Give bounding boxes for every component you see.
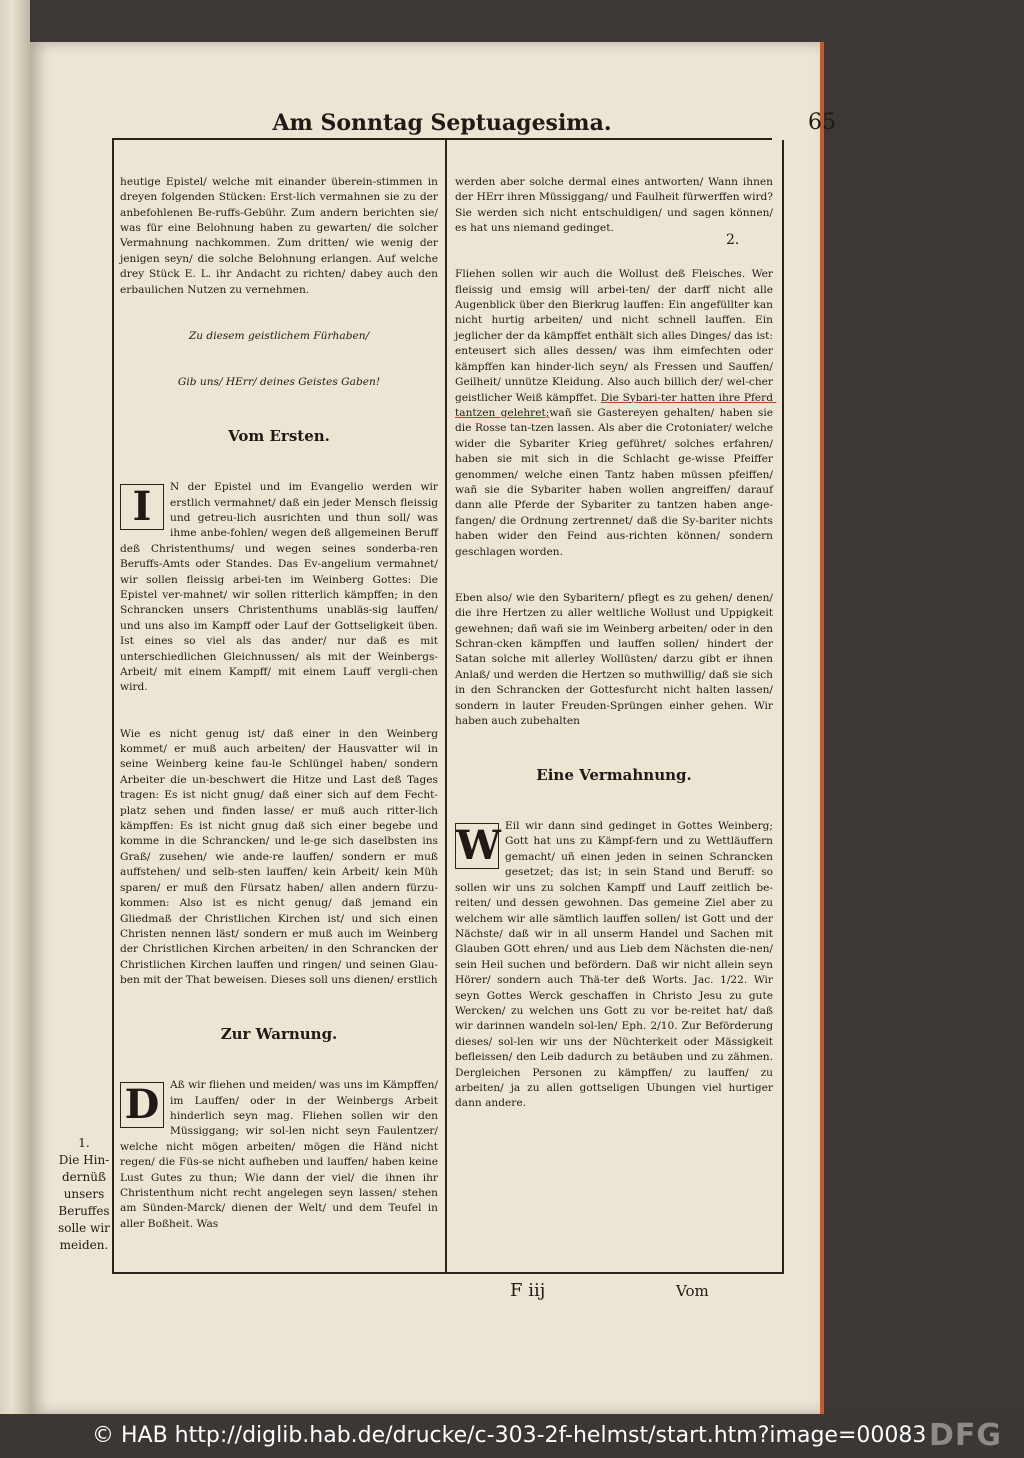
paragraph-text: N der Epistel und im Evangelio werden wir erstlich vermahnet/ daß ein jeder Mensch fleissig und getreu-lich ausrichten und thun soll/ was ihme anbe-fohlen/ wegen deß allgemeinen Beruff deß Christenthums/ und wegen seines sonderba-ren Beruffs-Amts oder Standes. Das Ev-angelium vermahnet/ wir sollen fleissig arbei-ten im Weinberg Gottes: Die Epistel ver-mahnet/ wir sollen ritterlich kämpffen; in den Schrancken unsers Christenthums unabläs-sig lauffen/ und uns also im Kampff oder Lauf der Gottseligkeit üben. Ist eines so viel als das ander/ nur daß es mit unterschiedlichen Gleichnussen/ als mit der Weinbergs-Arbeit/ mit einem Kampff/ mit einem Lauff vergli-chen wird. [120, 481, 442, 694]
drop-cap: I [120, 484, 164, 530]
section-heading: Eine Vermahnung. [536, 766, 692, 785]
dfg-logo: DFG [928, 1418, 1002, 1453]
footer-bar [0, 1414, 1024, 1458]
paragraph [455, 267, 777, 560]
drop-cap: W [456, 822, 501, 870]
paragraph [120, 1078, 442, 1232]
signature-mark: F iij [510, 1280, 546, 1301]
facing-page-edge [0, 0, 30, 1414]
paragraph [455, 819, 777, 1112]
running-title: Am Sonntag Septuagesima. [272, 110, 612, 136]
paragraph [120, 480, 442, 696]
underlined-passage: Die Sybari-ter hatten ihre Pferd tantzen gelehret; [455, 391, 777, 419]
margin-note: 1. Die Hin- dernüß unsers Beruffes solle wir meiden. [58, 1136, 110, 1252]
verse-line: Zu diesem geistlichem Fürhaben/ [188, 329, 370, 342]
paragraph-text: wañ sie Gastereyen gehalten/ haben sie die Rosse tan-tzen lassen. Als aber die Crotoniater/ welche wider die Sybariter Krieg geführet/ solches erfahren/ haben sie mit sich in die Schlacht ge-wisse Pfeiffer genommen/ welche einen Tantz haben müssen pfeiffen/ wañ sie die Sybariter haben wollen angreiffen/ darauf dann alle Pferde der Sybariter zu tantzen haben ange-fangen/ die Ordnung zertrennet/ daß die Sy-bariter nichts haben wider den Feind aus-richten können/ sondern geschlagen worden. [455, 406, 777, 558]
left-column [120, 144, 442, 1263]
margin-note-number: 2. [726, 232, 740, 248]
paragraph: werden aber solche dermal eines antworten/ Wann ihnen der HErr ihren Müssiggang/ und Faulheit fürwerffen wird? Sie werden sich nicht entschuldigen/ und sagen können/ es hat uns niemand gedinget. [455, 175, 777, 235]
catchword: Vom [676, 1282, 709, 1300]
paragraph: heutige Epistel/ welche mit einander überein-stimmen in dreyen folgenden Stücken: Erst-lich vermahnen sie zu der anbefohlenen Be-ruffs-Gebühr. Zum andern berichten sie/ was für eine Belohnung haben zu gewarten/ die solcher Vermahnung nachkommen. Zum dritten/ wie wenig der jenigen seyn/ die solche Belohnung erlangen. Auf welche drey Stück E. L. ihr Andacht zu richten/ dabey auch den erbaulichen Nutzen zu vernehmen. [120, 175, 442, 296]
verse-line: Gib uns/ HErr/ deines Geistes Gaben! [177, 376, 381, 389]
running-head [112, 108, 836, 140]
paragraph-text: Fliehen sollen wir auch die Wollust deß Fleisches. Wer fleissig und emsig will arbei-ten/ der darff nicht alle Augenblick über den Bierkrug lauffen: Ein angefüllter kan nicht hurtig arbeiten/ und nicht schnell lauffen. Ein jeglicher der da kämpffet enthält sich alles Dinges/ das ist: enteusert sich alles dessen/ was ihm eimfechten oder kämpffen kan hinder-lich seyn/ als Fressen und Sauffen/ Geilheit/ unnütze Kleidung. Also auch billich der/ wel-cher geistlicher Weiß kämpffet. [455, 268, 777, 404]
paragraph: Wie es nicht genug ist/ daß einer in den Weinberg kommet/ er muß auch arbeiten/ der Hausvatter wil in seine Weinberg keine fau-le Schlüngel haben/ sondern Arbeiter die un-beschwert die Hitze und Last deß Tages tragen: Es ist nicht gnug/ daß einer sich auf dem Fecht-platz sehen und finden lasse/ er muß auch ritter-lich kämpffen: Es ist nicht gnug daß sich einer begebe und komme in die Schrancken/ und le-ge sich daselbsten ins Graß/ zusehen/ wie ande-re lauffen/ sondern er muß auffstehen/ und selb-sten lauffen/ kein Arbeit/ kein Müh sparen/ er muß den Fürsatz haben/ allen andern fürzu-kommen: Also ist es nicht genug/ daß jemand ein Gliedmaß der Christlichen Kirchen ist/ und sich einen Christen nennen läst/ sondern er muß auch im Weinberg der Christlichen Kirchen arbeiten/ in den Schrancken der Christlichen Kirchen lauffen und ringen/ und seinen Glau-ben mit der That beweisen. Dieses soll uns dienen/ erstlich [120, 727, 442, 987]
paragraph: Eben also/ wie den Sybaritern/ pflegt es zu gehen/ denen/ die ihre Hertzen zu aller weltliche Wollust und Uppigkeit gewehnen; dañ wañ sie im Weinberg arbeiten/ oder in den Schran-cken kämpffen und lauffen sollen/ hindert der Satan solche mit allerley Wollüsten/ darzu gibt er ihnen Anlaß/ und werden die Hertzen so muthwillig/ daß sie sich in den Schrancken der Gottesfurcht nicht halten lassen/ sondern in lauter Freuden-Sprüngen einher gehen. Wir haben auch zubehalten [455, 591, 777, 728]
section-heading: Zur Warnung. [220, 1025, 338, 1044]
paragraph-text: Eil wir dann sind gedinget in Gottes Weinberg; Gott hat uns zu Kämpf-fern und zu Wettläuffern gemacht/ uñ einen jeden in seinen Schrancken gesetzet; das ist; in sein Stand und Beruff: so sollen wir uns zu solchen Kampff und Lauff zeitlich be-reiten/ und dessen gewohnen. Das gemeine Ziel aber zu welchem wir alle sämtlich lauffen sollen/ ist Gott und der Nächste/ daß wir in all unserm Handel und Sachen mit Glauben GOtt ehren/ und aus Lieb dem Nächsten die-nen/ sein Heil suchen und befördern. Daß wir nicht allein seyn Hörer/ sondern auch Thä-ter deß Worts. Jac. 1/22. Wir seyn Gottes Werck geschaffen in Christo Jesu zu gute Wercken/ zu welchen uns Gott zu vor be-reitet hat/ daß wir darinnen wandeln sol-len/ Eph. 2/10. Zur Beförderung dieses/ sol-len wir uns der Nüchterkeit oder Mässigkeit befleissen/ den Leib dadurch zu betäuben und zu zähmen. Dergleichen Personen zu kämpffen/ zu lauffen/ zu arbeiten/ ja zu allen gottseligen Ubungen viel hurtiger dann andere. [455, 820, 777, 1110]
section-heading: Vom Ersten. [228, 427, 330, 446]
page-number: 65 [808, 110, 836, 135]
right-column [455, 144, 777, 1143]
drop-cap: D [120, 1082, 164, 1128]
column-rule [445, 140, 447, 1272]
text-frame [112, 140, 784, 1274]
paragraph-text: Aß wir fliehen und meiden/ was uns im Kämpffen/ im Lauffen/ oder in der Weinbergs Arbeit hinderlich seyn mag. Fliehen sollen wir den Müssiggang; wir sol-len nicht seyn Faulentzer/ welche nicht mögen arbeiten/ mögen die Händ nicht regen/ die Füs-se nicht aufheben und lauffen/ haben keine Lust Gutes zu thun; Wie dann der viel/ die ihnen ihr Christenthum nicht recht angelegen seyn lassen/ stehen am Sünden-Marck/ dienen der Welt/ und dem Teufel in aller Boßheit. Was [120, 1079, 442, 1230]
copyright-link[interactable]: © HAB http://diglib.hab.de/drucke/c-303-2f-helmst/start.htm?image=00083 [92, 1423, 927, 1448]
